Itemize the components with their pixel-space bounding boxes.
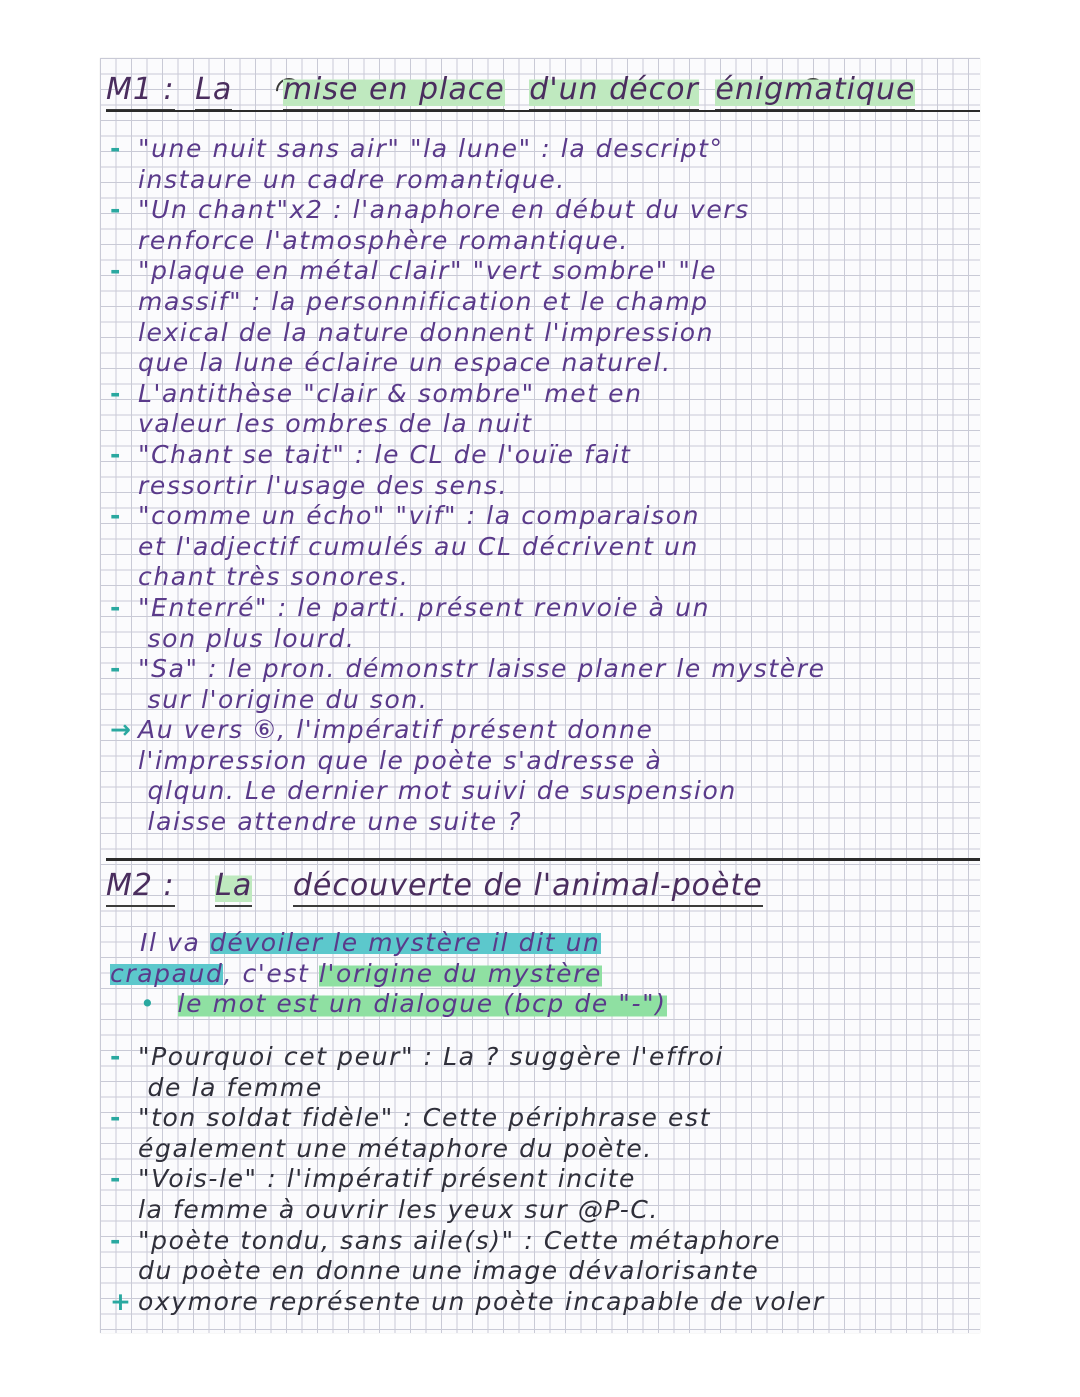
note-text: que la lune éclaire un espace naturel. bbox=[138, 348, 672, 378]
note-line bbox=[110, 654, 966, 685]
intro-line-2 bbox=[110, 959, 966, 990]
note-text: qlqun. Le dernier mot suivi de suspension bbox=[138, 776, 737, 806]
note-text: "Pourquoi cet peur" : La ? suggère l'effroi bbox=[138, 1042, 725, 1071]
note-text: oxymore représente un poète incapable de voler bbox=[138, 1286, 825, 1316]
section1-title-b: mise en place bbox=[283, 72, 505, 111]
note-line bbox=[110, 1195, 966, 1226]
note-line bbox=[110, 226, 966, 257]
dash-marker: + bbox=[110, 1286, 133, 1316]
section1-title-a: La bbox=[195, 72, 232, 111]
note-line bbox=[110, 746, 966, 777]
note-line bbox=[110, 165, 966, 196]
note-text: L'antithèse "clair & sombre" met en bbox=[138, 378, 643, 408]
note-line bbox=[110, 593, 966, 624]
note-line bbox=[110, 1134, 966, 1165]
note-text: et l'adjectif cumulés au CL décrivent un bbox=[138, 531, 699, 561]
note-text: "une nuit sans air" "la lune" : la descript° bbox=[138, 134, 724, 163]
note-text: "Enterré" : le parti. présent renvoie à un bbox=[138, 592, 711, 622]
dash-marker: - bbox=[110, 134, 122, 163]
intro-l1-a: Il va bbox=[140, 928, 201, 957]
dash-marker: - bbox=[110, 1164, 122, 1194]
note-line bbox=[110, 776, 966, 807]
dash-marker: - bbox=[110, 654, 122, 684]
note-text: "Un chant"x2 : l'anaphore en début du vers bbox=[138, 195, 750, 225]
note-text: la femme à ouvrir les yeux sur @P-C. bbox=[138, 1194, 659, 1224]
note-line bbox=[110, 1073, 966, 1104]
note-text: "poète tondu, sans aile(s)" : Cette métaphore bbox=[138, 1225, 782, 1255]
arrow-icon: → bbox=[110, 715, 133, 745]
note-text: chant très sonores. bbox=[138, 562, 410, 592]
note-line bbox=[110, 409, 966, 440]
note-line bbox=[110, 440, 966, 471]
note-text: "Chant se tait" : le CL de l'ouïe fait bbox=[138, 439, 632, 469]
dash-marker: - bbox=[110, 439, 122, 469]
section2-intro bbox=[110, 928, 966, 1020]
note-line bbox=[110, 348, 966, 379]
intro-l1-b: dévoiler le mystère il dit un bbox=[209, 928, 601, 957]
note-line bbox=[110, 1164, 966, 1195]
section2-title-a: La bbox=[215, 868, 252, 907]
note-line bbox=[110, 318, 966, 349]
note-line bbox=[110, 532, 966, 563]
note-line bbox=[110, 685, 966, 716]
note-text: "Vois-le" : l'impératif présent incite bbox=[138, 1164, 637, 1194]
intro-l2-b: , c'est bbox=[223, 958, 310, 988]
dash-marker: - bbox=[110, 1103, 122, 1133]
note-line bbox=[110, 624, 966, 655]
dash-marker: - bbox=[110, 592, 122, 622]
section2-heading bbox=[106, 868, 763, 904]
dash-marker: - bbox=[110, 501, 122, 531]
note-line bbox=[110, 1042, 966, 1073]
note-line bbox=[110, 1103, 966, 1134]
note-text: lexical de la nature donnent l'impression bbox=[138, 317, 715, 347]
bullet-icon: • bbox=[140, 989, 157, 1019]
note-line bbox=[110, 715, 966, 746]
section2-title-b: découverte de l'animal-poète bbox=[293, 868, 763, 907]
intro-l2-c: l'origine du mystère bbox=[318, 958, 602, 988]
section2-notes bbox=[110, 1042, 966, 1317]
section-divider bbox=[106, 858, 980, 861]
note-text: instaure un cadre romantique. bbox=[138, 164, 566, 194]
dash-marker: - bbox=[110, 1042, 122, 1071]
note-line bbox=[110, 195, 966, 226]
section1-prefix: M1 : bbox=[106, 72, 175, 111]
dash-marker: - bbox=[110, 195, 122, 225]
note-line bbox=[110, 471, 966, 502]
note-text: également une métaphore du poète. bbox=[138, 1133, 653, 1163]
note-line bbox=[110, 807, 966, 838]
note-line bbox=[110, 1226, 966, 1257]
note-text: de la femme bbox=[138, 1072, 323, 1102]
note-text: ressortir l'usage des sens. bbox=[138, 470, 509, 500]
note-line bbox=[110, 256, 966, 287]
note-text: son plus lourd. bbox=[138, 623, 356, 653]
note-line bbox=[110, 287, 966, 318]
dash-marker: - bbox=[110, 1225, 122, 1255]
note-text: "Sa" : le pron. démonstr laisse planer le mystère bbox=[138, 654, 826, 684]
note-line bbox=[110, 562, 966, 593]
section1-title-c: d'un décor bbox=[529, 72, 699, 111]
section1-rule bbox=[106, 110, 980, 112]
note-text: valeur les ombres de la nuit bbox=[138, 409, 533, 439]
note-text: du poète en donne une image dévalorisante bbox=[138, 1256, 760, 1286]
note-text: "comme un écho" "vif" : la comparaison bbox=[138, 501, 701, 531]
section1-notes bbox=[110, 134, 966, 838]
note-text: Au vers ⑥, l'impératif présent donne bbox=[138, 715, 654, 745]
intro-line-3 bbox=[110, 989, 966, 1020]
section1-title-d: énigmatique bbox=[715, 72, 915, 111]
note-text: massif" : la personnification et le champ bbox=[138, 286, 709, 316]
dash-marker: - bbox=[110, 256, 122, 286]
intro-line-1 bbox=[110, 928, 966, 959]
notebook-page bbox=[100, 58, 980, 1333]
section2-prefix: M2 : bbox=[106, 868, 175, 907]
intro-l3-text: le mot est un dialogue (bcp de "-") bbox=[177, 989, 667, 1019]
note-text: l'impression que le poète s'adresse à bbox=[138, 745, 663, 775]
note-line bbox=[110, 501, 966, 532]
note-line bbox=[110, 379, 966, 410]
note-text: renforce l'atmosphère romantique. bbox=[138, 225, 629, 255]
note-line bbox=[110, 1287, 966, 1318]
note-text: laisse attendre une suite ? bbox=[138, 807, 523, 837]
note-line bbox=[110, 1256, 966, 1287]
note-text: sur l'origine du son. bbox=[138, 684, 429, 714]
dash-marker: - bbox=[110, 378, 122, 408]
note-text: "ton soldat fidèle" : Cette périphrase est bbox=[138, 1103, 712, 1133]
section1-heading bbox=[106, 72, 915, 108]
note-text: "plaque en métal clair" "vert sombre" "le bbox=[138, 256, 718, 286]
intro-l2-a: crapaud bbox=[110, 958, 224, 988]
note-line bbox=[110, 134, 966, 165]
